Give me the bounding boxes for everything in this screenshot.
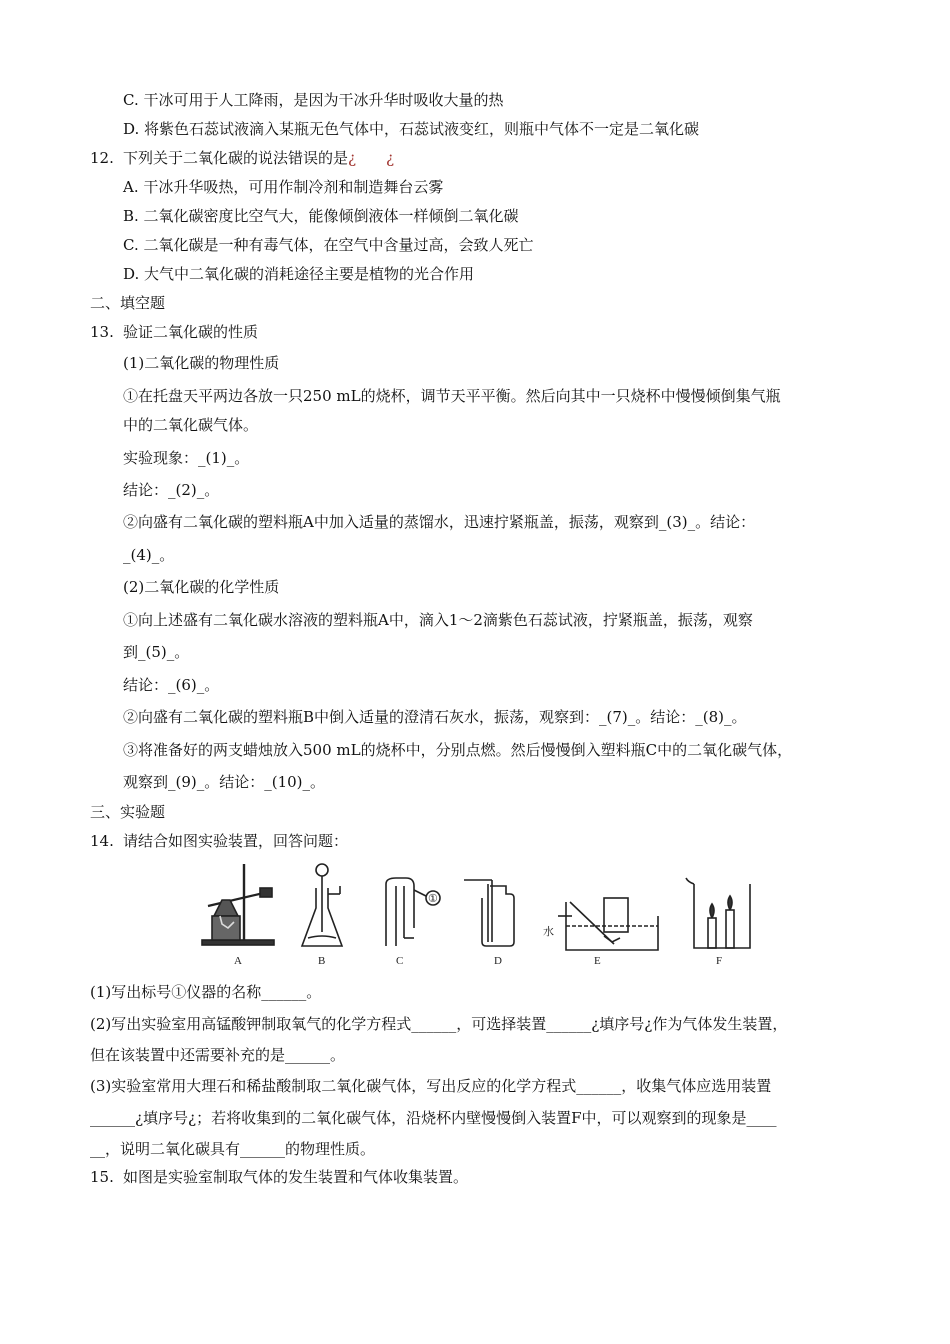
q13-part1-step2-line1: ②向盛有二氧化碳的塑料瓶A中加入适量的蒸馏水，迅速拧紧瓶盖，振荡，观察到_(3)_。结论： (123, 513, 756, 531)
q14-part2-line2: 但在该装置中还需要补充的是______。 (90, 1046, 346, 1064)
q13-stem: 验证二氧化碳的性质 (123, 323, 259, 341)
section-experiment-heading: 三、实验题 (90, 803, 166, 821)
q14-part3-line1: (3)实验室常用大理石和稀盐酸制取二氧化碳气体，写出反应的化学方程式______，收集气体应选用装置 (90, 1077, 772, 1095)
q12-option-a: A. 干冰升华吸热，可用作制冷剂和制造舞台云雾 (123, 178, 444, 196)
q13-part1-step2-line2: _(4)_。 (123, 546, 175, 564)
water-label: 水 (543, 926, 554, 938)
q13-part2-title: (2)二氧化碳的化学性质 (123, 578, 280, 596)
q12-stem (123, 148, 394, 168)
apparatus-figure (200, 858, 760, 970)
q13-part2-step1-line1: ①向上述盛有二氧化碳水溶液的塑料瓶A中，滴入1～2滴紫色石蕊试液，拧紧瓶盖，振荡，观察 (123, 611, 753, 629)
q13-part2-conclusion: 结论：_(6)_。 (123, 676, 220, 694)
q12-option-d: D. 大气中二氧化碳的消耗途径主要是植物的光合作用 (123, 265, 475, 283)
q12-number: 12. (90, 149, 114, 167)
q12-option-b: B. 二氧化碳密度比空气大，能像倾倒液体一样倾倒二氧化碳 (123, 207, 519, 225)
marker-1: ① (428, 893, 438, 905)
q12-option-c: C. 二氧化碳是一种有毒气体，在空气中含量过高，会致人死亡 (123, 236, 534, 254)
apparatus-d (464, 880, 514, 946)
q14-number: 14. (90, 832, 114, 850)
q11-option-c: C. 干冰可用于人工降雨，是因为干冰升华时吸收大量的热 (123, 91, 504, 109)
q13-part1-title: (1)二氧化碳的物理性质 (123, 354, 280, 372)
apparatus-f (686, 878, 750, 948)
q15-number: 15. (90, 1168, 114, 1186)
apparatus-a (202, 864, 274, 945)
q15-stem: 如图是实验室制取气体的发生装置和气体收集装置。 (123, 1168, 469, 1186)
label-f: F (716, 955, 723, 967)
label-e: E (594, 955, 601, 967)
q11-option-d: D. 将紫色石蕊试液滴入某瓶无色气体中，石蕊试液变红，则瓶中气体不一定是二氧化碳 (123, 120, 700, 138)
q13-part1-step1-line1: ①在托盘天平两边各放一只250 mL的烧杯，调节天平平衡。然后向其中一只烧杯中慢慢倾倒集气瓶 (123, 387, 781, 405)
q14-part3-line2: ______¿填序号¿；若将收集到的二氧化碳气体，沿烧杯内壁慢慢倒入装置F中，可以观察到的现象是____ (90, 1109, 777, 1127)
q13-part2-step1-line2: 到_(5)_。 (123, 643, 190, 661)
q13-number: 13. (90, 323, 114, 341)
q13-part1-conclusion: 结论：_(2)_。 (123, 481, 220, 499)
apparatus-diagram (200, 858, 760, 970)
q13-part2-step3-line1: ③将准备好的两支蜡烛放入500 mL的烧杯中，分别点燃。然后慢慢倒入塑料瓶C中的二氧化碳气体， (123, 741, 793, 759)
q14-stem: 请结合如图实验装置，回答问题： (123, 832, 349, 850)
q12-answer-blank: ¿ ¿ (348, 149, 395, 167)
label-c: C (396, 955, 404, 967)
label-d: D (494, 955, 502, 967)
q14-part1: (1)写出标号①仪器的名称______。 (90, 983, 322, 1001)
apparatus-c (386, 878, 440, 946)
label-a: A (234, 955, 242, 967)
q13-part2-step3-line2: 观察到_(9)_。结论：_(10)_。 (123, 773, 326, 791)
apparatus-e (558, 898, 658, 950)
q12-text: 下列关于二氧化碳的说法错误的是 (123, 149, 349, 167)
q13-part1-step1-line2: 中的二氧化碳气体。 (123, 416, 259, 434)
section-fill-in-heading: 二、填空题 (90, 294, 166, 312)
label-b: B (318, 955, 326, 967)
q13-part2-step2: ②向盛有二氧化碳的塑料瓶B中倒入适量的澄清石灰水，振荡，观察到：_(7)_。结论：_(8)_。 (123, 708, 747, 726)
q14-part3-line3: __，说明二氧化碳具有______的物理性质。 (90, 1140, 376, 1158)
q13-part1-observation: 实验现象：_(1)_。 (123, 449, 250, 467)
apparatus-b (302, 864, 342, 946)
q14-part2-line1: (2)写出实验室用高锰酸钾制取氧气的化学方程式______，可选择装置______¿填序号¿作为气体发生装置， (90, 1015, 788, 1033)
